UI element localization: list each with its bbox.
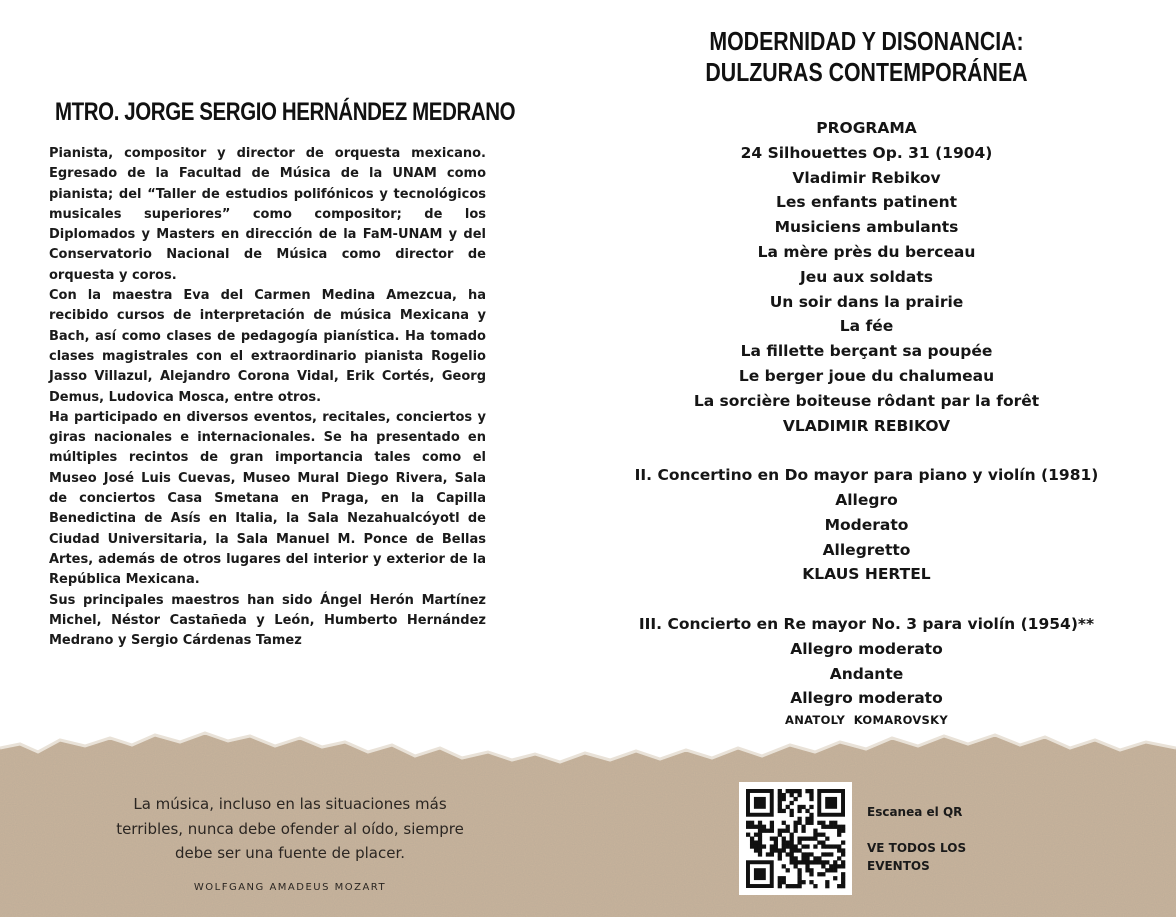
qr-module xyxy=(746,833,750,837)
qr-module xyxy=(841,848,845,852)
qr-module xyxy=(778,797,782,801)
qr-module xyxy=(754,825,758,829)
qr-module xyxy=(809,821,813,825)
program-piece: La fée xyxy=(839,317,894,336)
qr-module xyxy=(786,868,790,872)
qr-module xyxy=(817,840,821,844)
qr-module xyxy=(809,789,813,793)
qr-module xyxy=(750,825,754,829)
event-title-line-2: DULZURAS CONTEMPORÁNEA xyxy=(705,57,1028,87)
qr-module xyxy=(790,844,794,848)
qr-module xyxy=(782,821,786,825)
qr-module xyxy=(801,860,805,864)
qr-module xyxy=(805,789,809,793)
qr-module xyxy=(770,825,774,829)
program-composer-subtitle: Vladimir Rebikov xyxy=(792,168,941,187)
qr-module xyxy=(770,829,774,833)
qr-module xyxy=(829,825,833,829)
program-spacer xyxy=(610,438,1123,463)
qr-module xyxy=(821,825,825,829)
qr-module xyxy=(782,797,786,801)
qr-module xyxy=(837,844,841,848)
qr-module xyxy=(825,880,829,884)
qr-module xyxy=(805,868,809,872)
qr-module xyxy=(821,821,825,825)
qr-module xyxy=(786,789,790,793)
qr-module xyxy=(797,805,801,809)
qr-module xyxy=(809,797,813,801)
qr-module xyxy=(841,872,845,876)
qr-module xyxy=(790,852,794,856)
quote-text xyxy=(90,792,490,866)
qr-module xyxy=(762,829,766,833)
qr-module xyxy=(801,856,805,860)
qr-module xyxy=(754,840,758,844)
qr-finder-pattern xyxy=(825,797,837,809)
qr-module xyxy=(786,829,790,833)
qr-finder-pattern xyxy=(754,797,766,809)
qr-module xyxy=(782,844,786,848)
qr-module xyxy=(770,837,774,841)
qr-module xyxy=(746,821,750,825)
qr-module xyxy=(778,852,782,856)
qr-module xyxy=(825,844,829,848)
qr-module xyxy=(750,840,754,844)
qr-module xyxy=(794,884,798,888)
qr-module xyxy=(841,829,845,833)
qr-module xyxy=(833,876,837,880)
qr-module xyxy=(841,876,845,880)
qr-module xyxy=(750,837,754,841)
qr-module xyxy=(825,825,829,829)
qr-module xyxy=(794,844,798,848)
qr-module xyxy=(805,844,809,848)
qr-module xyxy=(809,793,813,797)
qr-module xyxy=(797,860,801,864)
qr-module xyxy=(813,829,817,833)
qr-module xyxy=(821,840,825,844)
qr-module xyxy=(758,852,762,856)
qr-module xyxy=(770,852,774,856)
qr-module xyxy=(758,829,762,833)
qr-module xyxy=(754,848,758,852)
qr-module xyxy=(817,860,821,864)
qr-module xyxy=(766,829,770,833)
qr-module xyxy=(778,848,782,852)
qr-module xyxy=(786,884,790,888)
quote-line: debe ser una fuente de placer. xyxy=(174,844,406,862)
program-work-title: 24 Silhouettes Op. 31 (1904) xyxy=(740,143,993,162)
qr-module xyxy=(770,821,774,825)
qr-label: Escanea el QR xyxy=(867,805,963,819)
qr-module xyxy=(794,848,798,852)
qr-module xyxy=(841,864,845,868)
qr-module xyxy=(778,789,782,793)
qr-module xyxy=(762,825,766,829)
qr-module xyxy=(797,837,801,841)
qr-module xyxy=(805,852,809,856)
qr-module xyxy=(758,821,762,825)
qr-module xyxy=(841,840,845,844)
qr-module xyxy=(782,837,786,841)
program-movement: Allegretto xyxy=(822,540,911,559)
qr-module xyxy=(809,880,813,884)
qr-module xyxy=(790,793,794,797)
qr-module xyxy=(758,837,762,841)
qr-module xyxy=(801,805,805,809)
qr-module xyxy=(837,833,841,837)
qr-module xyxy=(833,821,837,825)
qr-module xyxy=(821,844,825,848)
qr-module xyxy=(782,840,786,844)
qr-module xyxy=(746,825,750,829)
qr-module xyxy=(809,805,813,809)
program-movement: Allegro xyxy=(835,490,898,509)
qr-module xyxy=(758,840,762,844)
program-spacer xyxy=(610,587,1123,612)
qr-module xyxy=(805,860,809,864)
qr-module xyxy=(790,809,794,813)
qr-module xyxy=(794,825,798,829)
qr-module xyxy=(778,801,782,805)
qr-module xyxy=(762,844,766,848)
qr-module xyxy=(794,789,798,793)
qr-module xyxy=(821,852,825,856)
qr-module xyxy=(805,864,809,868)
qr-module xyxy=(825,884,829,888)
qr-module xyxy=(809,817,813,821)
qr-module xyxy=(809,872,813,876)
qr-module xyxy=(801,837,805,841)
program-piece: La sorcière boiteuse rôdant par la forêt xyxy=(693,391,1040,410)
qr-module xyxy=(790,813,794,817)
qr-cta-line: EVENTOS xyxy=(867,859,930,873)
qr-module xyxy=(774,848,778,852)
qr-module xyxy=(778,856,782,860)
qr-module xyxy=(758,833,762,837)
qr-module xyxy=(813,837,817,841)
qr-module xyxy=(809,813,813,817)
qr-module xyxy=(821,860,825,864)
program-composer: VLADIMIR REBIKOV xyxy=(782,416,951,435)
qr-module xyxy=(774,837,778,841)
qr-module xyxy=(813,856,817,860)
qr-module xyxy=(829,868,833,872)
qr-module xyxy=(805,856,809,860)
qr-module xyxy=(794,821,798,825)
qr-finder-pattern xyxy=(754,868,766,880)
qr-module xyxy=(813,884,817,888)
qr-module xyxy=(750,844,754,848)
event-title-line-1: MODERNIDAD Y DISONANCIA: xyxy=(709,26,1024,56)
qr-code-icon xyxy=(739,782,852,895)
qr-module xyxy=(778,805,782,809)
qr-module xyxy=(805,809,809,813)
qr-module xyxy=(790,789,794,793)
qr-module xyxy=(754,844,758,848)
qr-module xyxy=(778,833,782,837)
qr-module xyxy=(817,872,821,876)
program-piece: Les enfants patinent xyxy=(775,193,958,212)
bio-paragraph: Ha participado en diversos eventos, recitales, conciertos y giras nacionales e internacionales. Se ha presentado en múltiples recintos de gran importancia tales como el Museo José Luis Cuevas, Museo Mural Diego Rivera, Sala de conciertos Casa Smetana en Praga, en la Capilla Benedictina de Asís en Italia, la Sala Nezahualcóyotl de Ciudad Universitaria, la Sala Manuel M. Ponce de Bellas Artes, además de otros lugares del interior y exterior de la República Mexicana. xyxy=(49,409,486,588)
qr-module xyxy=(782,876,786,880)
qr-module xyxy=(782,848,786,852)
qr-module xyxy=(833,844,837,848)
qr-module xyxy=(758,844,762,848)
qr-module xyxy=(790,801,794,805)
qr-module xyxy=(833,864,837,868)
quote-author: WOLFGANG AMADEUS MOZART xyxy=(193,882,387,893)
bio-paragraph: Pianista, compositor y director de orquesta mexicano. Egresado de la Facultad de Música de la UNAM como pianista; del “Taller de estudios polifónicos y tecnológicos musicales superiores” como compositor; de los Diplomados y Masters en dirección de la FaM-UNAM y del Conservatorio Nacional de Música como director de orquesta y coros. xyxy=(49,146,486,283)
qr-module xyxy=(790,856,794,860)
qr-module xyxy=(797,868,801,872)
qr-module xyxy=(805,837,809,841)
qr-module xyxy=(770,848,774,852)
qr-module xyxy=(786,840,790,844)
qr-module xyxy=(794,864,798,868)
qr-module xyxy=(821,864,825,868)
qr-module xyxy=(774,840,778,844)
qr-module xyxy=(778,829,782,833)
qr-module xyxy=(794,856,798,860)
qr-module xyxy=(797,793,801,797)
qr-module xyxy=(766,852,770,856)
qr-module xyxy=(837,864,841,868)
qr-call-to-action xyxy=(867,839,987,875)
qr-module xyxy=(790,860,794,864)
qr-module xyxy=(813,844,817,848)
qr-module xyxy=(801,829,805,833)
qr-module xyxy=(821,833,825,837)
bio-text xyxy=(49,144,486,651)
qr-module xyxy=(790,833,794,837)
program-work-title: II. Concertino en Do mayor para piano y violín (1981) xyxy=(634,466,1099,485)
program-piece: Jeu aux soldats xyxy=(800,267,933,286)
qr-module xyxy=(829,821,833,825)
event-title xyxy=(620,26,1113,88)
qr-code[interactable] xyxy=(739,782,852,895)
qr-module xyxy=(825,837,829,841)
bio-name-heading: MTRO. JORGE SERGIO HERNÁNDEZ MEDRANO xyxy=(55,98,516,126)
qr-module xyxy=(782,809,786,813)
program-composer: KLAUS HERTEL xyxy=(802,565,931,584)
qr-module xyxy=(829,852,833,856)
qr-module xyxy=(797,884,801,888)
qr-module xyxy=(758,848,762,852)
qr-module xyxy=(817,821,821,825)
program-heading: PROGRAMA xyxy=(816,119,917,137)
qr-module xyxy=(805,817,809,821)
qr-module xyxy=(778,793,782,797)
qr-module xyxy=(825,860,829,864)
qr-module xyxy=(750,821,754,825)
program-movement: Allegro moderato xyxy=(790,639,943,658)
qr-module xyxy=(801,825,805,829)
program-piece: Musiciens ambulants xyxy=(774,218,959,237)
qr-module xyxy=(825,868,829,872)
qr-module xyxy=(797,880,801,884)
qr-module xyxy=(797,848,801,852)
qr-module xyxy=(837,848,841,852)
qr-module xyxy=(833,825,837,829)
qr-module xyxy=(837,825,841,829)
qr-module xyxy=(778,876,782,880)
qr-module xyxy=(841,825,845,829)
qr-module xyxy=(782,793,786,797)
qr-cta-line: VE TODOS LOS xyxy=(867,841,967,855)
qr-module xyxy=(754,833,758,837)
qr-module xyxy=(758,825,762,829)
qr-module xyxy=(797,817,801,821)
qr-module xyxy=(797,876,801,880)
qr-module xyxy=(837,856,841,860)
qr-module xyxy=(782,864,786,868)
qr-module xyxy=(786,852,790,856)
qr-module xyxy=(817,833,821,837)
qr-module xyxy=(790,837,794,841)
qr-module xyxy=(805,821,809,825)
qr-module xyxy=(801,844,805,848)
qr-module xyxy=(841,852,845,856)
qr-module xyxy=(813,833,817,837)
quote-line: terribles, nunca debe ofender al oído, siempre xyxy=(116,819,464,838)
qr-module xyxy=(794,829,798,833)
qr-module xyxy=(833,868,837,872)
program-movement: Allegro moderato xyxy=(790,689,943,708)
program-piece: Un soir dans la prairie xyxy=(769,292,964,311)
qr-module xyxy=(829,844,833,848)
program-composer: ANATOLY KOMAROVSKY xyxy=(785,713,948,728)
qr-module xyxy=(778,809,782,813)
qr-module xyxy=(790,884,794,888)
qr-module xyxy=(841,884,845,888)
program-piece: La fillette berçant sa poupée xyxy=(740,342,993,361)
qr-module xyxy=(841,860,845,864)
bio-paragraph: Con la maestra Eva del Carmen Medina Amezcua, ha recibido cursos de interpretación de música Mexicana y Bach, así como clases de pedagogía pianística. Ha tomado clases magistrales con el extraordinario pianista Rogelio Jasso Villazul, Alejandro Corona Vidal, Erik Cortés, Georg Demus, Ludovica Mosca, entre otros. xyxy=(49,288,486,405)
qr-module xyxy=(809,852,813,856)
bio-paragraph: Sus principales maestros han sido Ángel Herón Martínez Michel, Néstor Castañeda y León, Humberto Hernández Medrano y Sergio Cárdenas Tamez xyxy=(49,592,486,649)
program-list xyxy=(610,116,1123,729)
qr-module xyxy=(809,860,813,864)
qr-module xyxy=(801,880,805,884)
program-piece: La mère près du berceau xyxy=(757,242,976,261)
qr-module xyxy=(825,852,829,856)
qr-module xyxy=(801,852,805,856)
qr-module xyxy=(797,840,801,844)
qr-module xyxy=(797,872,801,876)
qr-module xyxy=(837,884,841,888)
qr-module xyxy=(809,837,813,841)
qr-module xyxy=(778,884,782,888)
program-piece: Le berger joue du chalumeau xyxy=(738,366,995,385)
qr-module xyxy=(813,860,817,864)
qr-module xyxy=(794,797,798,801)
qr-module xyxy=(833,860,837,864)
qr-module xyxy=(782,829,786,833)
program-movement: Andante xyxy=(829,664,904,683)
qr-module xyxy=(786,825,790,829)
qr-module xyxy=(797,821,801,825)
qr-module xyxy=(786,805,790,809)
qr-module xyxy=(817,856,821,860)
qr-module xyxy=(794,860,798,864)
qr-module xyxy=(770,844,774,848)
qr-module xyxy=(809,868,813,872)
quote-line: La música, incluso en las situaciones más xyxy=(133,795,447,813)
qr-module xyxy=(790,848,794,852)
qr-module xyxy=(797,789,801,793)
qr-module xyxy=(786,844,790,848)
qr-module xyxy=(821,872,825,876)
qr-module xyxy=(778,880,782,884)
qr-module xyxy=(829,864,833,868)
qr-module xyxy=(797,809,801,813)
qr-module xyxy=(841,880,845,884)
qr-module xyxy=(782,880,786,884)
program-movement: Moderato xyxy=(824,515,909,534)
program-work-title: III. Concierto en Re mayor No. 3 para violín (1954)** xyxy=(638,614,1095,633)
qr-module xyxy=(790,840,794,844)
qr-module xyxy=(837,829,841,833)
qr-module xyxy=(774,844,778,848)
